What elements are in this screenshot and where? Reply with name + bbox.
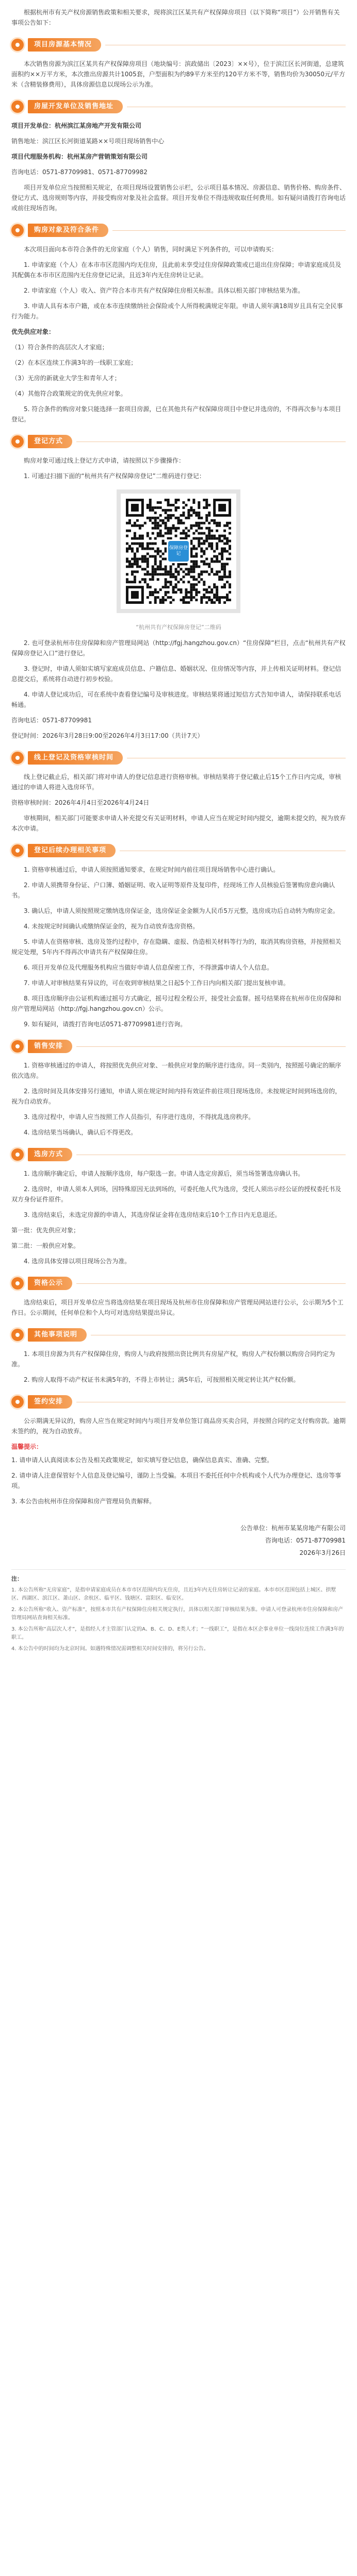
s6-p9: 9. 如有疑问，请拨打咨询电话0571-87709981进行咨询。 (24, 1021, 187, 1028)
section-9-header (11, 1276, 346, 1291)
section-3-title: 购房对象及符合条件 (28, 224, 108, 237)
s4-p3: 2. 也可登录杭州市住房保障和房产管理局网站（http://fgj.hangzhou.gov.cn）“住房保障”栏目，点击“杭州共有产权保障房登记入口”进行登记。 (11, 639, 346, 657)
intro-paragraph: 根据杭州市有关产权房源销售政策和相关要求，现将滨江区某共有产权保障房项目（以下简称“项目”）公开销售有关事项公告如下： (11, 9, 340, 26)
section-1-header (11, 37, 346, 53)
s10-p1: 1. 本项目房源为共有产权保障住房，购房人与政府按照出资比例共有房屋产权，购房人产权份额以购房合同约定为准。 (11, 1350, 335, 1368)
s8-p1: 1. 选房顺序确定后，申请人按顺序选房，每户限选一套。申请人选定房源后，须当场签署选房确认书。 (24, 1170, 304, 1177)
s6-p8: 8. 项目选房顺序由公证机构通过摇号方式确定，摇号过程全程公开，接受社会监督。摇号结果将在杭州市住房保障和房产管理局网站（http://fgj.hangzhou.gov.cn）公示。 (11, 995, 342, 1012)
section-11-title: 签约安排 (28, 1395, 72, 1409)
s7-p3: 3. 选房过程中，申请人应当按照工作人员指引，有序进行选房，不得扰乱选房秩序。 (24, 1113, 255, 1121)
section-10-title: 其他事项说明 (28, 1328, 87, 1342)
s8-p4: 4. 选房具体安排以项目现场公告为准。 (24, 1258, 131, 1265)
qr-logo (167, 539, 190, 563)
footnotes (11, 1569, 346, 1653)
s2-agency: 项目代理服务机构：杭州某房产营销策划有限公司 (11, 153, 148, 160)
section-4-title: 登记方式 (28, 435, 72, 448)
s8-p2: 2. 选房时，申请人须本人到场，因特殊原因无法到场的，可委托他人代为选房，受托人须出示经公证的授权委托书及双方身份证件原件。 (11, 1185, 342, 1203)
s7-p2: 2. 选房时间及具体安排另行通知，申请人须在规定时间内持有效证件前往项目现场选房。未按规定时间到场选房的，视为自动放弃。 (11, 1088, 342, 1105)
signature-date: 2026年3月26日 (299, 1549, 346, 1556)
s4-p2: 1. 可通过扫描下面的“杭州共有产权保障房登记”二维码进行登记： (24, 472, 205, 480)
s2-phone: 咨询电话：0571-87709981、0571-87709982 (11, 168, 148, 176)
s3-p6: 5. 符合条件的购房对象只能选择一套项目房源，已在其他共有产权保障房项目中登记并选房的，不得再次参与本项目登记。 (11, 405, 342, 423)
signature-org: 公告单位：杭州市某某房地产有限公司 (240, 1524, 346, 1532)
section-5-title: 线上登记及资格审核时间 (28, 751, 123, 765)
bullet-circle-icon (11, 1040, 24, 1053)
s5-time: 资格审核时间：2026年4月4日至2026年4月24日 (11, 799, 150, 806)
footnote-item: 2. 本公告所称“收入、资产标准”，按照本市共有产权保障住房相关规定执行，具体以相关部门审核结果为准。申请人可登录杭州市住房保障和房产管理局网站查询相关标准。 (11, 1607, 344, 1621)
s4-p5: 4. 申请人登记成功后，可在系统中查看登记编号及审核进度。审核结果将通过短信方式告知申请人，请保持联系电话畅通。 (11, 691, 342, 708)
section-7-header (11, 1039, 346, 1054)
s2-address: 销售地址：滨江区长河街道某路××号项目现场销售中心 (11, 138, 165, 145)
section-10-header (11, 1327, 346, 1343)
tip-item: 3. 本公告由杭州市住房保障和房产管理局负责解释。 (11, 1498, 156, 1505)
list-item: 第二批：一般供应对象。 (11, 1242, 80, 1249)
s6-p6: 6. 项目开发单位及代理服务机构应当做好申请人信息保密工作，不得泄露申请人个人信息。 (24, 964, 273, 971)
s5-p1: 线上登记截止后，相关部门将对申请人的登记信息进行资格审核。审核结果将于登记截止后15个工作日内完成，审核通过的申请人将进入选房环节。 (11, 773, 342, 791)
notes-title: 注： (11, 1575, 23, 1582)
s6-p5: 5. 申请人在资格审核、选房及签约过程中，存在隐瞒、虚报、伪造相关材料等行为的，取消其购房资格，并按照相关规定处理，5年内不得再次申请共有产权保障住房。 (11, 938, 342, 956)
bullet-circle-icon (11, 100, 24, 113)
list-item: （4）其他符合政策规定的优先供应对象。 (11, 390, 127, 397)
bullet-circle-icon (11, 1277, 24, 1290)
footnote-item: 3. 本公告所称“高层次人才”，是指经人才主管部门认定的A、B、C、D、E类人才；“一线职工”，是指在本区企事业单位一线岗位连续工作满3年的职工。 (11, 1626, 344, 1640)
section-9-title: 资格公示 (28, 1277, 72, 1290)
section-5-header (11, 750, 346, 766)
section-3-header (11, 223, 346, 238)
s3-p3: 2. 申请家庭（个人）收入、资产符合本市共有产权保障住房相关标准。具体以相关部门审核结果为准。 (24, 287, 304, 294)
bullet-circle-icon (11, 1396, 24, 1408)
s5-p2: 审核期间，相关部门可能要求申请人补充提交有关证明材料，申请人应当在规定时间内提交，逾期未提交的，视为放弃本次申请。 (11, 815, 346, 832)
bullet-circle-icon (11, 39, 24, 51)
s4-p4: 3. 登记时，申请人须如实填写家庭成员信息、户籍信息、婚姻状况、住房情况等内容，并上传相关证明材料。登记信息提交后，系统将自动进行初步校验。 (11, 665, 342, 683)
s6-p1: 1. 资格审核通过后，申请人须按照通知要求，在规定时间内前往项目现场销售中心进行确认。 (24, 866, 280, 873)
s2-developer: 项目开发单位：杭州滨江某房地产开发有限公司 (11, 122, 142, 129)
footnote-item: 4. 本公告中的时间均为北京时间。如遇特殊情况需调整相关时间安排的，将另行公告。 (11, 1646, 209, 1652)
s10-p2: 2. 购房人取得不动产权证书未满5年的，不得上市转让；满5年后，可按照相关规定转让其产权份额。 (24, 1376, 300, 1383)
bullet-circle-icon (11, 1148, 24, 1161)
s3-list-title: 优先供应对象： (11, 328, 55, 335)
qr-caption: “杭州共有产权保障房登记”二维码 (136, 624, 221, 631)
s2-paragraph: 项目开发单位应当按照相关规定，在项目现场设置销售公示栏，公示项目基本情况、房源信息、销售价格、购房条件、登记方式、选房规则等内容，并接受购房对象及社会监督。项目开发单位不得违规收取任何费用。如有疑问请拨打咨询电话或前往现场咨询。 (11, 184, 346, 212)
list-item: （3）无房的新就业大学生和青年人才； (11, 375, 121, 382)
bullet-circle-icon (11, 1329, 24, 1341)
section-2-header (11, 99, 346, 114)
section-7-title: 销售安排 (28, 1040, 72, 1053)
s9-p1: 选房结束后，项目开发单位应当将选房结果在项目现场及杭州市住房保障和房产管理局网站进行公示，公示期为5个工作日。公示期间，任何单位和个人均可对选房结果提出异议。 (11, 1299, 344, 1316)
signature-contact: 咨询电话：0571-87709981 (265, 1537, 346, 1544)
s4-p1: 购房对象可通过线上登记方式申请，请按照以下步骤操作： (24, 457, 185, 464)
s1-text: 本次销售房源为滨江区某共有产权保障房项目（地块编号：滨政储出〔2023〕××号），位于滨江区长河街道，总建筑面积约××万平方米，本次推出房源共计1005套，户型面积为约89平方米至约120平方米不等，销售均价为30050元/平方米（含精装修费用），具体房源信息以现场公示为准。 (11, 60, 346, 88)
s4-time: 登记时间：2026年3月28日9:00至2026年4月3日17:00（共计7天） (11, 732, 204, 739)
bullet-circle-icon (11, 435, 24, 448)
s7-p1: 1. 资格审核通过的申请人，将按照优先供应对象、一般供应对象的顺序进行选房。同一类别内，按照摇号确定的顺序依次选房。 (11, 1062, 342, 1079)
s3-p2: 1. 申请家庭（个人）在本市市区范围内均无住房，且此前未享受过住房保障政策或已退出住房保障；申请家庭成员及其配偶在本市市区范围内无住房登记记录，且近3年内无住房转让记录。 (11, 261, 342, 279)
s6-p4: 4. 未按规定时间确认或缴纳保证金的，视为自动放弃选房资格。 (24, 923, 199, 930)
list-item: （1）符合条件的高层次人才家庭； (11, 344, 108, 351)
section-4-header (11, 434, 346, 449)
section-6-header (11, 843, 346, 858)
section-1-title: 项目房源基本情况 (28, 38, 101, 52)
section-6-title: 登记后续办理相关事项 (28, 844, 116, 857)
tip-item: 1. 请申请人认真阅读本公告及相关政策规定，如实填写登记信息，确保信息真实、准确、完整。 (11, 1456, 273, 1464)
section-2-title: 房屋开发单位及销售地址 (28, 100, 123, 113)
qr-logo-text: 保障房登记 (168, 541, 189, 562)
s7-p4: 4. 选房结果当场确认，确认后不得更改。 (24, 1129, 137, 1136)
s6-p3: 3. 确认后，申请人须按照规定缴纳选房保证金，选房保证金金额为人民币5万元整，选房成功后自动转为购房定金。 (24, 907, 339, 914)
s6-p2: 2. 申请人须携带身份证、户口簿、婚姻证明、收入证明等原件及复印件，经现场工作人员核验后签署购房意向确认书。 (11, 882, 335, 899)
s11-p1: 公示期满无异议的，购房人应当在规定时间内与项目开发单位签订商品房买卖合同，并按照合同约定支付购房款。逾期未签约的，视为自动放弃。 (11, 1417, 346, 1435)
bullet-circle-icon (11, 752, 24, 764)
section-8-title: 选房方式 (28, 1148, 72, 1161)
bullet-circle-icon (11, 224, 24, 236)
list-item: （2）在本区连续工作满3年的一线职工家庭； (11, 359, 137, 366)
list-item: 第一批：优先供应对象； (11, 1227, 80, 1234)
s3-p1: 本次项目面向本市符合条件的无房家庭（个人）销售，同时满足下列条件的，可以申请购买： (24, 246, 278, 253)
bullet-circle-icon (11, 844, 24, 857)
s4-phone: 咨询电话：0571-87709981 (11, 717, 92, 724)
s3-p4: 3. 申请人具有本市户籍，或在本市连续缴纳社会保险或个人所得税满规定年限。申请人须年满18周岁且具有完全民事行为能力。 (11, 302, 343, 320)
qr-code[interactable] (117, 489, 240, 613)
qr-code-container (11, 489, 346, 613)
tip-item: 2. 请申请人注意保管好个人信息及登记编号，谨防上当受骗。本项目不委托任何中介机构或个人代为办理登记、选房等事项。 (11, 1472, 342, 1489)
section-11-header (11, 1394, 346, 1410)
footnote-item: 1. 本公告所称“无房家庭”，是指申请家庭成员在本市市区范围内均无住房，且近3年内无住房转让记录的家庭。本市市区范围包括上城区、拱墅区、西湖区、滨江区、萧山区、余杭区、临平区、钱塘区、富阳区、临安区。 (11, 1587, 336, 1601)
s8-p3: 3. 选房结束后，未选定房源的申请人，其选房保证金将在选房结束后10个工作日内无息退还。 (24, 1211, 281, 1218)
tips-title: 温馨提示： (11, 1443, 43, 1450)
section-8-header (11, 1147, 346, 1162)
signature-block (11, 1522, 346, 1559)
s6-p7: 7. 申请人对审核结果有异议的，可在收到审核结果之日起5个工作日内向相关部门提出复核申请。 (24, 979, 289, 987)
